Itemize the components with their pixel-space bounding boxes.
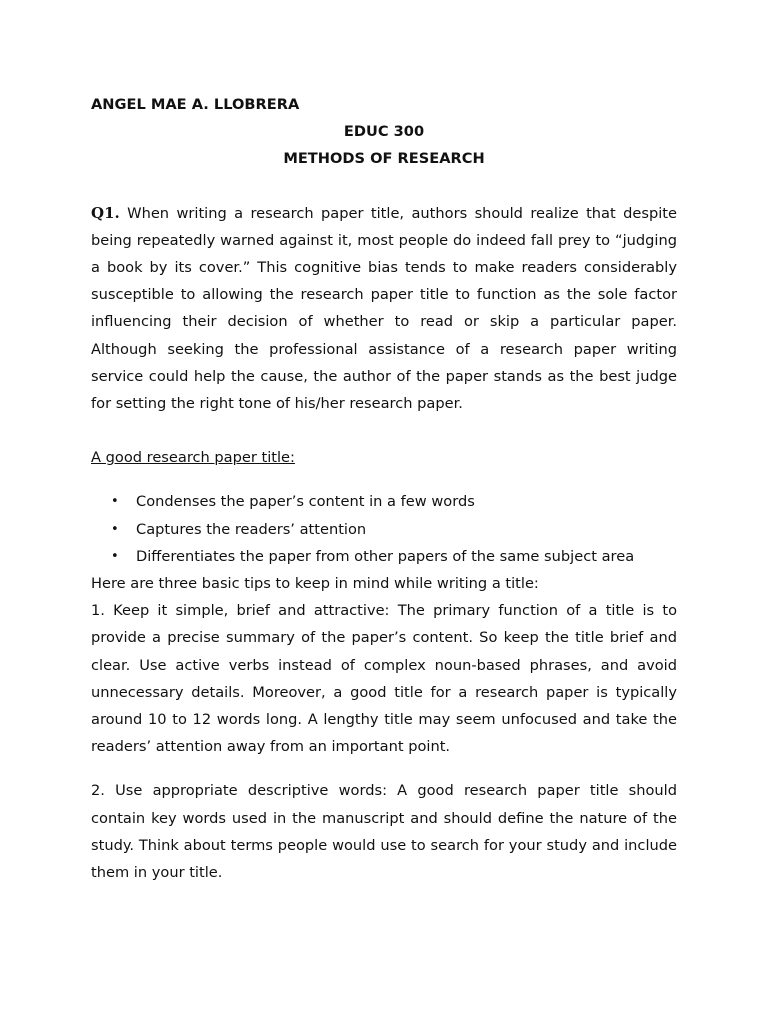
q1-text: When writing a research paper title, authors should realize that despite being repeatedly warned against it, most people do indeed fall prey to “judging a book by its cover.” This cognitive bias tends to make readers considerably susceptible to allowing the research paper title to function as the sole factor influencing their decision of whether to read or skip a particular paper. Although seeking the professional assistance of a research paper writing service could help the cause, the author of the paper stands as the best judge for setting the right tone of his/her research paper.: [91, 204, 677, 413]
good-title-list: [91, 488, 677, 570]
q1-label: Q1.: [91, 203, 120, 222]
list-item: [91, 516, 677, 543]
list-item-text: Captures the readers’ attention: [136, 520, 367, 538]
author-name: ANGEL MAE A. LLOBRERA: [91, 96, 300, 113]
bullet-icon: •: [111, 494, 119, 510]
tip-1-paragraph: 1. Keep it simple, brief and attractive: The primary function of a title is to provide a precise summary of the paper’s content. So keep the title brief and clear. Use active verbs instead of complex noun-based phrases, and avoid unnecessary details. Moreover, a good title for a research paper is typically around 10 to 12 words long. A lengthy title may seem unfocused and take the readers’ attention away from an important point.: [91, 602, 677, 756]
list-item-text: Differentiates the paper from other papers of the same subject area: [136, 547, 635, 565]
q1-paragraph: [91, 200, 677, 418]
course-subject: METHODS OF RESEARCH: [283, 150, 485, 168]
bullet-icon: •: [111, 521, 119, 537]
bullet-icon: •: [111, 548, 119, 564]
tips-intro: Here are three basic tips to keep in mind while writing a title:: [91, 575, 539, 593]
course-code: EDUC 300: [343, 123, 425, 141]
list-item-text: Condenses the paper’s content in a few words: [136, 493, 475, 511]
good-title-heading: A good research paper title:: [91, 449, 295, 467]
tip-2-paragraph: 2. Use appropriate descriptive words: A good research paper title should contain key words used in the manuscript and should define the nature of the study. Think about terms people would use to search for your study and include them in your title.: [91, 782, 677, 882]
list-item: [91, 543, 677, 570]
list-item: [91, 488, 677, 515]
document-body: [91, 91, 677, 886]
